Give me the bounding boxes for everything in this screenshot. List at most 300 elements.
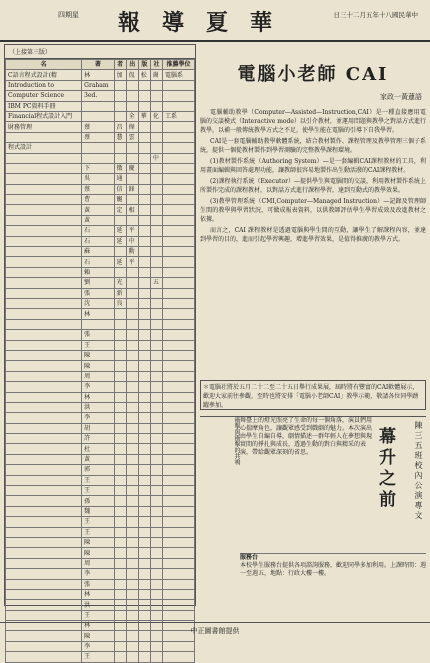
table-header-row (6, 60, 195, 70)
table-cell: 相 (126, 205, 138, 215)
table-cell (126, 330, 138, 340)
table-cell (138, 340, 150, 350)
table-cell (126, 288, 138, 298)
table-cell: 新 (114, 288, 126, 298)
table-cell (126, 600, 138, 610)
table-cell: 定 (114, 205, 126, 215)
table-cell (138, 319, 150, 329)
table-cell (150, 392, 162, 402)
table-row (6, 247, 195, 257)
table-cell (163, 610, 195, 620)
table-cell (138, 163, 150, 173)
table-cell (138, 392, 150, 402)
table-cell (138, 537, 150, 547)
table-cell (138, 423, 150, 433)
table-cell: 李 (82, 569, 114, 579)
table-row (6, 215, 195, 225)
table-cell: 慧 (114, 132, 126, 142)
table-cell (114, 537, 126, 547)
table-cell: 蘇 (82, 247, 114, 257)
table-cell (126, 195, 138, 205)
table-cell: 洪 (82, 600, 114, 610)
table-cell (6, 257, 82, 267)
table-cell: 曹 (82, 195, 114, 205)
table-cell (150, 517, 162, 527)
table-cell (138, 267, 150, 277)
table-cell (6, 475, 82, 485)
article-byline: 家政一黃蓮語 (380, 93, 422, 101)
table-row (6, 143, 195, 153)
table-cell (114, 382, 126, 392)
table-row (6, 569, 195, 579)
table-cell (150, 641, 162, 651)
table-cell: 全 (126, 111, 138, 121)
table-cell: 工系 (163, 111, 195, 121)
table-cell (138, 548, 150, 558)
table-cell (150, 350, 162, 360)
table-body (6, 70, 195, 662)
table-row (6, 465, 195, 475)
table-cell (82, 319, 114, 329)
table-cell (114, 527, 126, 537)
table-row (6, 80, 195, 90)
table-cell (163, 558, 195, 568)
table-cell (114, 506, 126, 516)
table-cell (138, 101, 150, 111)
table-cell (126, 506, 138, 516)
table-cell (6, 413, 82, 423)
table-cell (6, 163, 82, 173)
table-cell: 郭 (82, 465, 114, 475)
table-cell (163, 257, 195, 267)
table-cell (114, 465, 126, 475)
table-cell (163, 641, 195, 651)
table-cell: 延 (114, 257, 126, 267)
table-cell (6, 652, 82, 662)
table-cell (6, 558, 82, 568)
table-cell (163, 423, 195, 433)
table-cell (150, 402, 162, 412)
table-cell (150, 340, 162, 350)
table-cell (138, 610, 150, 620)
table-cell: 加 (114, 70, 126, 80)
table-cell (6, 610, 82, 620)
table-cell: Introduction to (6, 80, 82, 90)
article-paragraph: CAI是一套電腦輔助教學軟體系統，結合教材製作、課程管理及教學管理三個子系統，提供一個從教材製作到學習測驗的完整教學課程環境。 (200, 138, 426, 154)
table-cell (150, 579, 162, 589)
table-cell: 石 (82, 226, 114, 236)
table-cell: IBM PC資料手冊 (6, 101, 82, 111)
table-cell (6, 537, 82, 547)
table-cell (6, 195, 82, 205)
table-cell (150, 101, 162, 111)
table-cell: 石 (82, 257, 114, 267)
table-cell (163, 288, 195, 298)
table-cell (163, 371, 195, 381)
table-cell (163, 101, 195, 111)
table-cell (163, 340, 195, 350)
table-cell (163, 517, 195, 527)
table-cell (6, 371, 82, 381)
table-row (6, 309, 195, 319)
table-row (6, 330, 195, 340)
table-row (6, 434, 195, 444)
table-cell (6, 569, 82, 579)
footer-credit: 中正圖書館提供 (0, 622, 430, 641)
table-cell: 黃 (82, 454, 114, 464)
table-cell (150, 496, 162, 506)
table-cell (163, 652, 195, 662)
table-row (6, 163, 195, 173)
table-cell (150, 267, 162, 277)
table-cell: 延 (114, 236, 126, 246)
table-cell (114, 247, 126, 257)
table-cell (163, 267, 195, 277)
table-row (6, 195, 195, 205)
table-cell: 李 (82, 382, 114, 392)
table-cell (150, 444, 162, 454)
table-cell (150, 652, 162, 662)
table-cell (6, 236, 82, 246)
table-cell (114, 330, 126, 340)
table-cell (6, 330, 82, 340)
table-cell (163, 122, 195, 132)
table-header-cell: 版 (138, 60, 150, 70)
table-cell (114, 579, 126, 589)
table-cell (163, 247, 195, 257)
table-cell (138, 517, 150, 527)
table-cell: 沈 (82, 298, 114, 308)
table-cell (150, 309, 162, 319)
table-cell (163, 205, 195, 215)
table-cell (138, 382, 150, 392)
table-cell (163, 298, 195, 308)
table-cell: 慶 (126, 163, 138, 173)
table-cell (114, 153, 126, 163)
table-row (6, 475, 195, 485)
table-cell: 電腦系 (163, 70, 195, 80)
table-cell: 中 (150, 153, 162, 163)
table-row (6, 153, 195, 163)
table-cell (126, 496, 138, 506)
table-cell: 魏 (82, 506, 114, 516)
table-cell (138, 465, 150, 475)
table-cell (150, 247, 162, 257)
table-cell (150, 257, 162, 267)
table-cell (6, 267, 82, 277)
table-cell (150, 80, 162, 90)
table-cell: 賴 (82, 267, 114, 277)
table-caption: （上接第三版） (5, 45, 195, 59)
service-title: 服務台 (240, 554, 259, 561)
table-cell (114, 558, 126, 568)
table-cell (138, 226, 150, 236)
table-cell: 陳 (82, 537, 114, 547)
table-cell: 信 (114, 184, 126, 194)
table-cell (6, 454, 82, 464)
table-cell (138, 569, 150, 579)
table-cell (114, 486, 126, 496)
table-cell (163, 319, 195, 329)
table-row (6, 111, 195, 121)
table-cell (150, 361, 162, 371)
table-cell (6, 153, 82, 163)
table-row (6, 319, 195, 329)
table-cell (114, 143, 126, 153)
table-cell (138, 371, 150, 381)
table-row (6, 486, 195, 496)
table-cell (138, 257, 150, 267)
table-cell: 通 (114, 174, 126, 184)
table-cell (150, 506, 162, 516)
table-cell (163, 143, 195, 153)
table-cell: 石 (82, 236, 114, 246)
table-cell: 蔡 (82, 132, 114, 142)
table-cell: 王 (82, 527, 114, 537)
table-cell (126, 392, 138, 402)
table-cell (126, 215, 138, 225)
table-cell (150, 226, 162, 236)
table-cell (138, 589, 150, 599)
table-cell (163, 184, 195, 194)
table-cell (150, 288, 162, 298)
table-cell (163, 80, 195, 90)
table-row (6, 413, 195, 423)
article-headline: 電腦小老師 CAI (237, 64, 389, 85)
table-cell (138, 641, 150, 651)
table-cell (138, 486, 150, 496)
table-row (6, 350, 195, 360)
article-paragraph: 電腦輔助教學（Computer—Assisted—Instruction,CAI）是一種直接應用電腦的交談模式（Interactive mode）以引介教材，並運用問題與教學之對話方式進行教學，以補一般傳統教學方式之不足，使學生能在電腦的引導下自我學習。 (200, 109, 426, 134)
table-cell (150, 548, 162, 558)
table-cell (138, 247, 150, 257)
table-cell (150, 319, 162, 329)
masthead (0, 0, 430, 42)
article-paragraph: (2)課程執行系統（Executor）—提供學生與電腦間的交談，利用教材製作系統上所製作完成的課程教材，以對話方式進行課程學習，達到互動式的教學效果。 (200, 178, 426, 194)
date-label: 日三十二月五年十八國民華中 (333, 11, 418, 19)
table-cell (114, 91, 126, 101)
table-cell (138, 195, 150, 205)
table-cell (150, 205, 162, 215)
table-cell (150, 569, 162, 579)
table-row (6, 558, 195, 568)
table-row (6, 382, 195, 392)
table-cell (138, 132, 150, 142)
table-cell (6, 226, 82, 236)
book-table (5, 59, 195, 663)
table-cell (6, 215, 82, 225)
table-cell (138, 298, 150, 308)
table-cell (163, 215, 195, 225)
table-row (6, 589, 195, 599)
table-cell: 林 (82, 621, 114, 631)
table-cell (150, 184, 162, 194)
table-row (6, 402, 195, 412)
table-cell (114, 215, 126, 225)
table-cell: 黃 (82, 215, 114, 225)
table-row (6, 537, 195, 547)
table-cell (6, 278, 82, 288)
table-cell (82, 101, 114, 111)
table-cell (6, 579, 82, 589)
table-cell: 張 (82, 330, 114, 340)
table-cell (6, 350, 82, 360)
table-cell (6, 298, 82, 308)
table-row (6, 600, 195, 610)
table-cell: 林 (82, 70, 114, 80)
table-cell: 平 (126, 257, 138, 267)
table-cell (114, 413, 126, 423)
table-cell (126, 610, 138, 620)
table-row (6, 652, 195, 662)
table-cell: 陳 (82, 350, 114, 360)
table-cell (138, 309, 150, 319)
table-cell (126, 267, 138, 277)
cai-article (200, 60, 426, 246)
service-text: 本校學生服務台提供各項諮詢服務，歡迎同學多加利用。上課時間：週一至週五，地點：行政大樓一樓。 (240, 562, 427, 577)
table-cell: 延 (114, 226, 126, 236)
table-cell (150, 371, 162, 381)
article-paragraph: (1)教材製作系統（Authoring System）—是一套編輯CAI課程教材的工具，利用畫面編輯與回答處理功能，讓教師很容易地製作出生動活潑的CAI課程教材。 (200, 158, 426, 174)
table-cell: 許 (82, 434, 114, 444)
table-cell (6, 600, 82, 610)
table-cell (150, 610, 162, 620)
table-header-cell: 推薦學位 (163, 60, 195, 70)
table-cell (163, 236, 195, 246)
table-cell (163, 475, 195, 485)
table-row (6, 257, 195, 267)
table-cell (126, 569, 138, 579)
table-cell: 王 (82, 610, 114, 620)
table-row (6, 132, 195, 142)
table-cell (126, 298, 138, 308)
table-cell (114, 371, 126, 381)
table-cell (138, 444, 150, 454)
table-cell (6, 361, 82, 371)
table-cell (138, 143, 150, 153)
table-cell (163, 330, 195, 340)
table-row (6, 392, 195, 402)
table-cell (126, 153, 138, 163)
table-cell (163, 382, 195, 392)
table-cell (163, 413, 195, 423)
table-cell (126, 80, 138, 90)
table-cell: 陳 (82, 361, 114, 371)
table-cell (6, 247, 82, 257)
table-row (6, 70, 195, 80)
table-cell (138, 506, 150, 516)
table-cell (126, 652, 138, 662)
table-cell (163, 579, 195, 589)
table-cell (114, 402, 126, 412)
table-cell: 崗 (150, 70, 162, 80)
table-cell (150, 163, 162, 173)
table-cell: 王 (82, 486, 114, 496)
table-cell (163, 132, 195, 142)
table-cell (150, 537, 162, 547)
table-row (6, 340, 195, 350)
table-cell: 光 (114, 278, 126, 288)
table-cell (6, 288, 82, 298)
table-cell (114, 111, 126, 121)
table-cell (114, 652, 126, 662)
table-cell (114, 610, 126, 620)
table-cell (138, 91, 150, 101)
table-cell (138, 205, 150, 215)
drama-section (200, 416, 426, 617)
table-cell: 3ed. (82, 91, 114, 101)
table-cell (126, 423, 138, 433)
table-cell (163, 486, 195, 496)
table-cell (150, 465, 162, 475)
table-cell: 陳 (82, 548, 114, 558)
table-cell (6, 496, 82, 506)
table-row (6, 184, 195, 194)
table-cell (163, 454, 195, 464)
table-cell (6, 527, 82, 537)
table-row (6, 527, 195, 537)
table-cell (163, 278, 195, 288)
table-cell (150, 143, 162, 153)
table-cell (138, 413, 150, 423)
table-cell: 黃 (82, 205, 114, 215)
table-cell: 張 (82, 579, 114, 589)
table-cell (138, 527, 150, 537)
table-cell: 化 (150, 111, 162, 121)
table-cell (163, 434, 195, 444)
table-cell (126, 434, 138, 444)
table-row (6, 496, 195, 506)
table-cell (6, 486, 82, 496)
table-cell (163, 402, 195, 412)
newspaper-title: 報導夏華 (118, 10, 295, 36)
table-cell (114, 392, 126, 402)
table-cell (114, 350, 126, 360)
table-cell: 孫 (82, 496, 114, 506)
table-cell: 下 (82, 163, 114, 173)
table-cell (6, 392, 82, 402)
table-cell (114, 569, 126, 579)
table-cell (138, 496, 150, 506)
table-cell (82, 143, 114, 153)
table-cell (126, 537, 138, 547)
table-row (6, 91, 195, 101)
table-cell (163, 309, 195, 319)
table-cell (126, 641, 138, 651)
table-cell (114, 267, 126, 277)
table-row (6, 423, 195, 433)
table-row (6, 174, 195, 184)
table-cell: 徵 (114, 163, 126, 173)
table-cell (114, 309, 126, 319)
table-cell (138, 215, 150, 225)
table-cell (114, 641, 126, 651)
table-cell (150, 174, 162, 184)
table-cell (114, 101, 126, 111)
table-cell (138, 361, 150, 371)
table-cell (138, 236, 150, 246)
table-cell (6, 548, 82, 558)
table-cell: 王 (82, 652, 114, 662)
table-cell (126, 527, 138, 537)
table-cell (6, 309, 82, 319)
table-header-cell: 社 (150, 60, 162, 70)
table-cell (150, 527, 162, 537)
table-row (6, 517, 195, 527)
exhibition-notice: ＊電腦社將於五月二十二至二十五日舉行成果展，屆時將有豐富的CAI軟體展示，歡迎大家前往參觀，至時也將安排「電腦小老師CAI」教學示範，敬請各位同學踴躍參加。 (200, 380, 426, 410)
table-cell (126, 361, 138, 371)
table-cell (150, 413, 162, 423)
